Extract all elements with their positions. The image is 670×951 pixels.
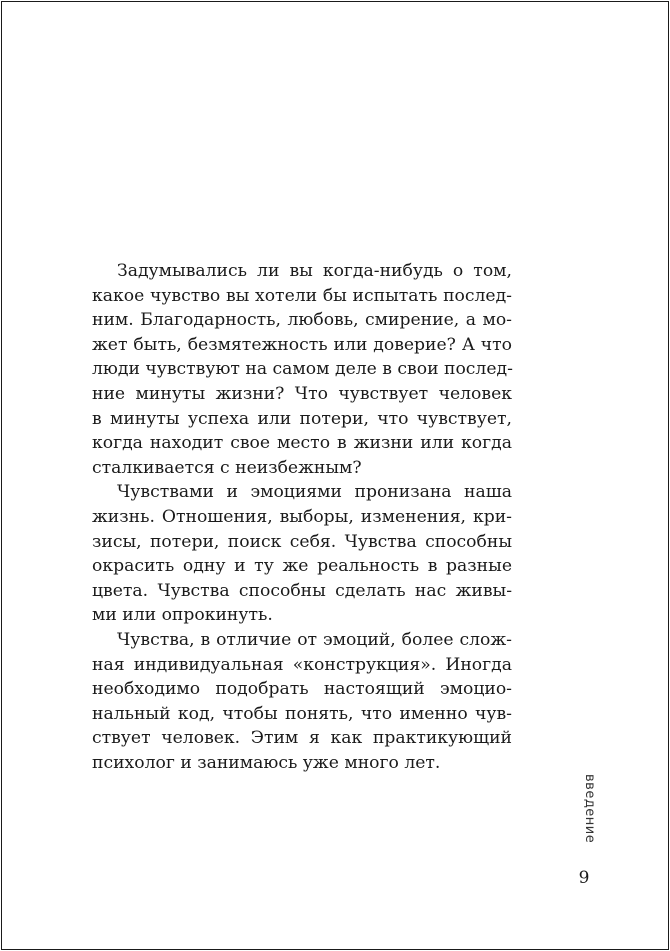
body-text [92, 259, 512, 775]
text-line: окрасить одну и ту же реальность в разные [92, 556, 512, 577]
text-line: необходимо подобрать настоящий эмоцио- [92, 679, 512, 700]
text-line: жизнь. Отношения, выборы, изменения, кри- [92, 506, 512, 527]
text-line: жет быть, безмятежность или доверие? А что [92, 334, 512, 355]
text-line: люди чувствуют на самом деле в свои послед- [92, 359, 513, 380]
text-line: ним. Благодарность, любовь, смирение, а мо- [92, 310, 512, 331]
running-head: введение [582, 774, 597, 844]
text-line: когда находит свое место в жизни или когда [92, 433, 512, 454]
text-line: ми или опрокинуть. [92, 605, 273, 626]
text-line: зисы, потери, поиск себя. Чувства способны [92, 531, 512, 552]
text-line: в минуты успеха или потери, что чувствует, [92, 408, 512, 429]
text-line: нальный код, чтобы понять, что именно чув- [92, 703, 512, 724]
text-line: какое чувство вы хотели бы испытать послед- [92, 285, 512, 306]
text-line: ная индивидуальная «конструкция». Иногда [92, 654, 512, 675]
page-number: 9 [578, 868, 590, 888]
text-line: цвета. Чувства способны сделать нас живы- [92, 580, 512, 601]
text-line: психолог и занимаюсь уже много лет. [92, 752, 441, 773]
text-line: ствует человек. Этим я как практикующий [92, 728, 512, 749]
text-line: Чувствами и эмоциями пронизана наша [117, 482, 512, 503]
paragraph-3 [92, 628, 512, 776]
text-line: ние минуты жизни? Что чувствует человек [92, 383, 512, 404]
paragraph-2 [92, 480, 512, 628]
text-line: Задумывались ли вы когда-нибудь о том, [117, 261, 512, 281]
text-line: Чувства, в отличие от эмоций, более слож- [117, 629, 512, 650]
book-page [1, 1, 669, 950]
text-line: сталкивается с неизбежным? [92, 457, 362, 478]
paragraph-1 [92, 259, 512, 480]
